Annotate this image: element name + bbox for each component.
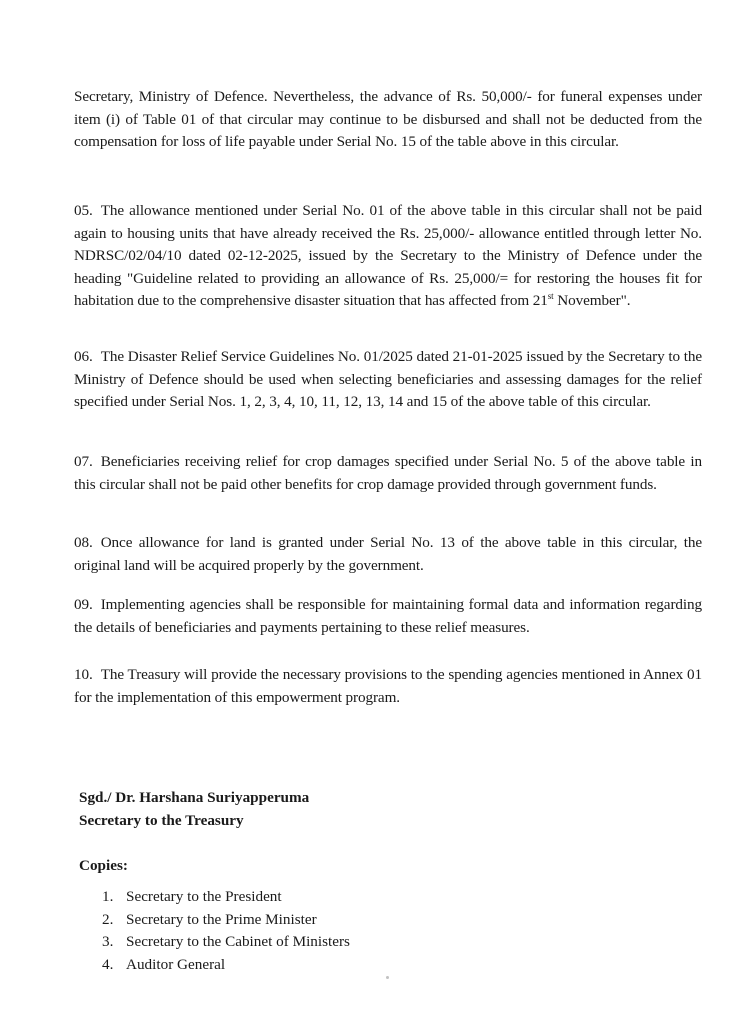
paragraph-07 [74, 451, 702, 496]
list-index: 4. [102, 955, 114, 973]
paragraph-number: 10. [74, 666, 93, 683]
list-index: 3. [102, 933, 114, 950]
paragraph-number: 09. [74, 596, 93, 613]
list-label: Secretary to the Prime Minister [126, 910, 317, 928]
copies-heading: Copies: [79, 857, 128, 874]
copies-list-item [102, 886, 350, 909]
paragraph-text: The allowance mentioned under Serial No. 01 of the above table in this circular shall not be paid again to housing units that have already received the Rs. 25,000/- allowance entitled through letter No. NDRSC/02/04/10 dated 02-12-2025, issued by the Secretary to the Ministry of Defence under the heading "Guideline related to providing an allowance of Rs. 25,000/= for restoring the houses fit for habitation due to the comprehensive disaster situation that has affected from 21 [74, 202, 702, 310]
paragraph-09 [74, 594, 702, 639]
copies-list-item [102, 954, 350, 977]
copies-list-item [102, 931, 350, 954]
paragraph-06 [74, 346, 702, 414]
copies-list-item [102, 909, 350, 932]
paragraph-08 [74, 532, 702, 577]
paragraph-text: Secretary, Ministry of Defence. Nevertheless, the advance of Rs. 50,000/- for funeral expenses under item (i) of Table 01 of that circular may continue to be disbursed and shall not be deducted from the compensation for loss of life payable under Serial No. 15 of the table above in this circular. [74, 88, 702, 151]
scan-speck [386, 976, 389, 979]
paragraph-number: 06. [74, 348, 93, 365]
list-label: Secretary to the President [126, 888, 282, 905]
paragraph-text: The Treasury will provide the necessary provisions to the spending agencies mentioned in Annex 01 for the implementation of this empowerment program. [74, 666, 702, 706]
paragraph-text-end: November". [553, 292, 631, 310]
paragraph-text: Once allowance for land is granted under Serial No. 13 of the above table in this circular, the original land will be acquired properly by the government. [74, 534, 702, 574]
signature-block [79, 786, 309, 832]
paragraph-number: 08. [74, 534, 93, 551]
list-label: Secretary to the Cabinet of Ministers [126, 933, 350, 950]
paragraph-10 [74, 664, 702, 709]
paragraph-text: Implementing agencies shall be responsible for maintaining formal data and information regarding the details of beneficiaries and payments pertaining to these relief measures. [74, 596, 702, 636]
paragraph-number: 05. [74, 202, 93, 219]
list-index: 2. [102, 910, 114, 928]
paragraph-text: The Disaster Relief Service Guidelines No. 01/2025 dated 21-01-2025 issued by the Secretary to the Ministry of Defence should be used when selecting beneficiaries and assessing damages for the relief specified under Serial Nos. 1, 2, 3, 4, 10, 11, 12, 13, 14 and 15 of the above table of this circular. [74, 348, 702, 411]
copies-list [102, 886, 350, 976]
paragraph-continuation [74, 86, 702, 154]
paragraph-05 [74, 200, 702, 313]
paragraph-text: Beneficiaries receiving relief for crop damages specified under Serial No. 5 of the above table in this circular shall not be paid other benefits for crop damage provided through government funds. [74, 453, 702, 493]
signatory-title: Secretary to the Treasury [79, 812, 244, 829]
list-index: 1. [102, 888, 114, 905]
paragraph-number: 07. [74, 453, 93, 470]
signatory-name: Sgd./ Dr. Harshana Suriyapperuma [79, 789, 310, 806]
ordinal-suffix: st [547, 291, 554, 302]
list-label: Auditor General [126, 955, 226, 973]
